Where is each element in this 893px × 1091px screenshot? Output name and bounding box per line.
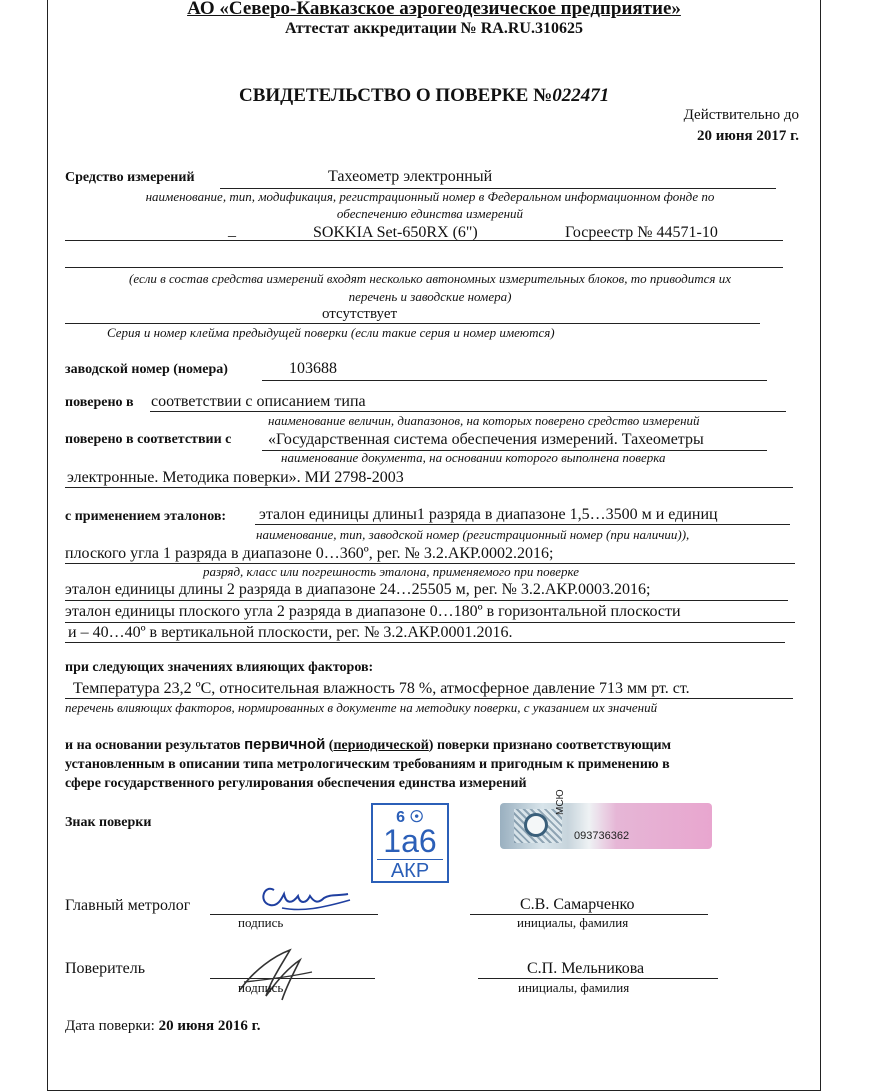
verification-sticker <box>500 789 712 849</box>
verified-in-line <box>150 411 786 412</box>
verified-in-hint: наименование величин, диапазонов, на которых поверено средство измерений <box>268 413 700 428</box>
sticker-number: 093736362 <box>574 830 630 842</box>
conclusion-line-1 <box>65 736 671 754</box>
model-value: SOKKIA Set-650RX (6") <box>313 224 478 241</box>
conclusion-pre: и на основании результатов <box>65 738 241 753</box>
instrument-label: Средство измерений <box>65 170 195 185</box>
stamp-mid: 1а6 <box>383 823 437 859</box>
factors-line <box>65 698 793 699</box>
mark-label: Знак поверки <box>65 815 152 830</box>
standards-label: с применением эталонов: <box>65 509 227 524</box>
valid-date: 20 июня 2017 г. <box>697 128 799 144</box>
verifier-sign-hint: подпись <box>238 980 284 995</box>
standards-hint-1: наименование, тип, заводской номер (регистрационный номер (при наличии)), <box>256 527 690 542</box>
absent-line <box>65 323 760 324</box>
chief-signature-icon <box>252 878 362 918</box>
model-dash: _ <box>228 222 236 239</box>
standards-line-3 <box>65 600 788 601</box>
conclusion-primary: первичной <box>244 736 326 753</box>
standards-line-1 <box>255 524 790 525</box>
verified-in-value: соответствии с описанием типа <box>151 393 366 410</box>
stamp-c-icon: ☉ <box>405 809 424 826</box>
factors-label: при следующих значениях влияющих факторов: <box>65 660 374 675</box>
instrument-hint-1: наименование, тип, модификация, регистрационный номер в Федеральном информационном фонде по <box>145 189 715 204</box>
verified-per-value-2: электронные. Методика поверки». МИ 2798-2003 <box>67 469 404 486</box>
verification-date <box>65 1018 261 1035</box>
conclusion-post: ) поверки признано соответствующим <box>428 738 672 753</box>
standards-text-3: эталон единицы длины 2 разряда в диапазоне 24…25505 м, рег. № 3.2.АКР.0003.2016; <box>65 581 651 598</box>
verification-stamp <box>371 803 449 883</box>
blocks-hint-1: (если в состав средства измерений входят несколько автономных измерительных блоков, то приводится их <box>129 271 731 286</box>
instrument-hint-2: обеспечению единства измерений <box>336 206 524 221</box>
serial-value: 103688 <box>289 360 337 377</box>
chief-name: С.В. Самарченко <box>520 896 635 913</box>
org-name: АО «Северо-Кавказское аэрогеодезическое предприятие» <box>187 0 681 19</box>
serial-line <box>262 380 767 381</box>
chief-label: Главный метролог <box>65 897 191 914</box>
standards-hint-2: разряд, класс или погрешность эталона, применяемого при поверке <box>203 564 580 579</box>
sticker-code: МСЮ <box>555 789 566 815</box>
verifier-name: С.П. Мельникова <box>527 960 645 977</box>
conclusion-line-2: установленным в описании типа метрологическим требованиям и пригодным к применению в <box>65 757 670 772</box>
standards-text-4: эталон единицы плоского угла 2 разряда в диапазоне 0…180º в горизонтальной плоскости <box>65 603 681 620</box>
verifier-label: Поверитель <box>65 960 146 977</box>
certificate-number: 022471 <box>552 85 610 106</box>
instrument-value: Тахеометр электронный <box>328 168 493 185</box>
chief-name-hint: инициалы, фамилия <box>517 915 629 930</box>
verifier-name-line <box>478 978 718 979</box>
conclusion-line-3: сфере государственного регулирования обеспечения единства измерений <box>65 776 527 791</box>
hologram-c-icon <box>524 813 548 837</box>
method-line <box>65 487 793 488</box>
conclusion-periodic: периодической <box>333 738 429 753</box>
registry-value: Госреестр № 44571-10 <box>565 224 718 241</box>
certificate-title <box>239 85 609 107</box>
stamp-bot: АКР <box>377 859 443 880</box>
standards-line-5 <box>65 642 785 643</box>
verified-per-value-1: «Государственная система обеспечения измерений. Тахеометры <box>268 431 704 448</box>
blocks-line <box>65 267 783 268</box>
blocks-hint-2: перечень и заводские номера) <box>348 289 512 304</box>
absent-value: отсутствует <box>322 306 398 322</box>
verified-per-label: поверено в соответствии с <box>65 432 232 447</box>
date-label: Дата поверки: <box>65 1018 155 1034</box>
standards-text-5: и – 40…40º в вертикальной плоскости, рег. № 3.2.АКР.0001.2016. <box>68 624 513 641</box>
valid-label: Действительно до <box>683 107 799 123</box>
factors-value: Температура 23,2 ºС, относительная влажность 78 %, атмосферное давление 713 мм рт. ст. <box>73 680 690 697</box>
standards-text-1: эталон единицы длины1 разряда в диапазоне 1,5…3500 м и единиц <box>259 506 718 523</box>
verified-in-label: поверено в <box>65 395 134 410</box>
verifier-name-hint: инициалы, фамилия <box>518 980 630 995</box>
conclusion-open: ( <box>328 738 334 753</box>
date-value: 20 июня 2016 г. <box>158 1018 261 1034</box>
chief-sign-hint: подпись <box>238 915 284 930</box>
verified-per-hint: наименование документа, на основании которого выполнена поверка <box>281 450 666 465</box>
title-text: СВИДЕТЕЛЬСТВО О ПОВЕРКЕ № <box>239 85 553 106</box>
standards-text-2: плоского угла 1 разряда в диапазоне 0…360º, рег. № 3.2.АКР.0002.2016; <box>65 545 554 562</box>
previous-mark-hint: Серия и номер клейма предыдущей поверки (если такие серия и номер имеются) <box>107 325 555 340</box>
serial-label: заводской номер (номера) <box>65 362 228 377</box>
standards-line-4 <box>65 622 795 623</box>
factors-hint: перечень влияющих факторов, нормированных в документе на методику поверки, с указанием их значений <box>65 700 658 715</box>
accreditation: Аттестат аккредитации № RA.RU.310625 <box>285 20 583 37</box>
stamp-top-text: 6 <box>396 809 406 826</box>
